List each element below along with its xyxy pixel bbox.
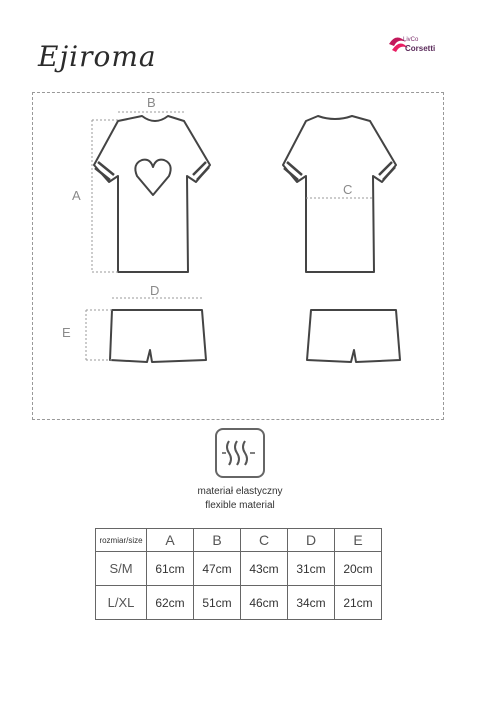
column-header-d: D bbox=[288, 529, 335, 552]
tshirt-back bbox=[283, 116, 396, 272]
brand-name-bottom: Corsetti bbox=[405, 44, 436, 53]
heart-icon bbox=[135, 160, 170, 195]
material-label-en: flexible material bbox=[205, 500, 275, 511]
table-cell: 47cm bbox=[194, 552, 241, 586]
dimension-label-b: B bbox=[147, 95, 156, 110]
row-size: L/XL bbox=[96, 586, 147, 620]
table-cell: 61cm bbox=[147, 552, 194, 586]
dimension-label-a: A bbox=[72, 188, 81, 203]
shorts-front bbox=[110, 310, 206, 362]
table-cell: 21cm bbox=[335, 586, 382, 620]
table-row bbox=[96, 552, 382, 586]
column-header-b: B bbox=[194, 529, 241, 552]
dimension-label-c: C bbox=[343, 182, 353, 197]
material-label-pl: materiał elastyczny bbox=[197, 486, 283, 497]
product-title: Ejiroma bbox=[38, 40, 157, 73]
table-row bbox=[96, 586, 382, 620]
table-cell: 34cm bbox=[288, 586, 335, 620]
table-cell: 51cm bbox=[194, 586, 241, 620]
table-cell: 31cm bbox=[288, 552, 335, 586]
table-cell: 46cm bbox=[241, 586, 288, 620]
brand-name-top: LivCo bbox=[403, 37, 419, 43]
dimension-label-d: D bbox=[150, 283, 160, 298]
table-cell: 20cm bbox=[335, 552, 382, 586]
column-header-a: A bbox=[147, 529, 194, 552]
size-table-header bbox=[96, 529, 382, 552]
column-header-e: E bbox=[335, 529, 382, 552]
column-header-c: C bbox=[241, 529, 288, 552]
row-size: S/M bbox=[96, 552, 147, 586]
dimension-label-e: E bbox=[62, 325, 71, 340]
size-table bbox=[95, 528, 382, 620]
table-cell: 43cm bbox=[241, 552, 288, 586]
table-cell: 62cm bbox=[147, 586, 194, 620]
shorts-back bbox=[307, 310, 400, 362]
stretch-wave-icon bbox=[215, 428, 265, 478]
size-table-corner: rozmiar/size bbox=[96, 529, 147, 552]
